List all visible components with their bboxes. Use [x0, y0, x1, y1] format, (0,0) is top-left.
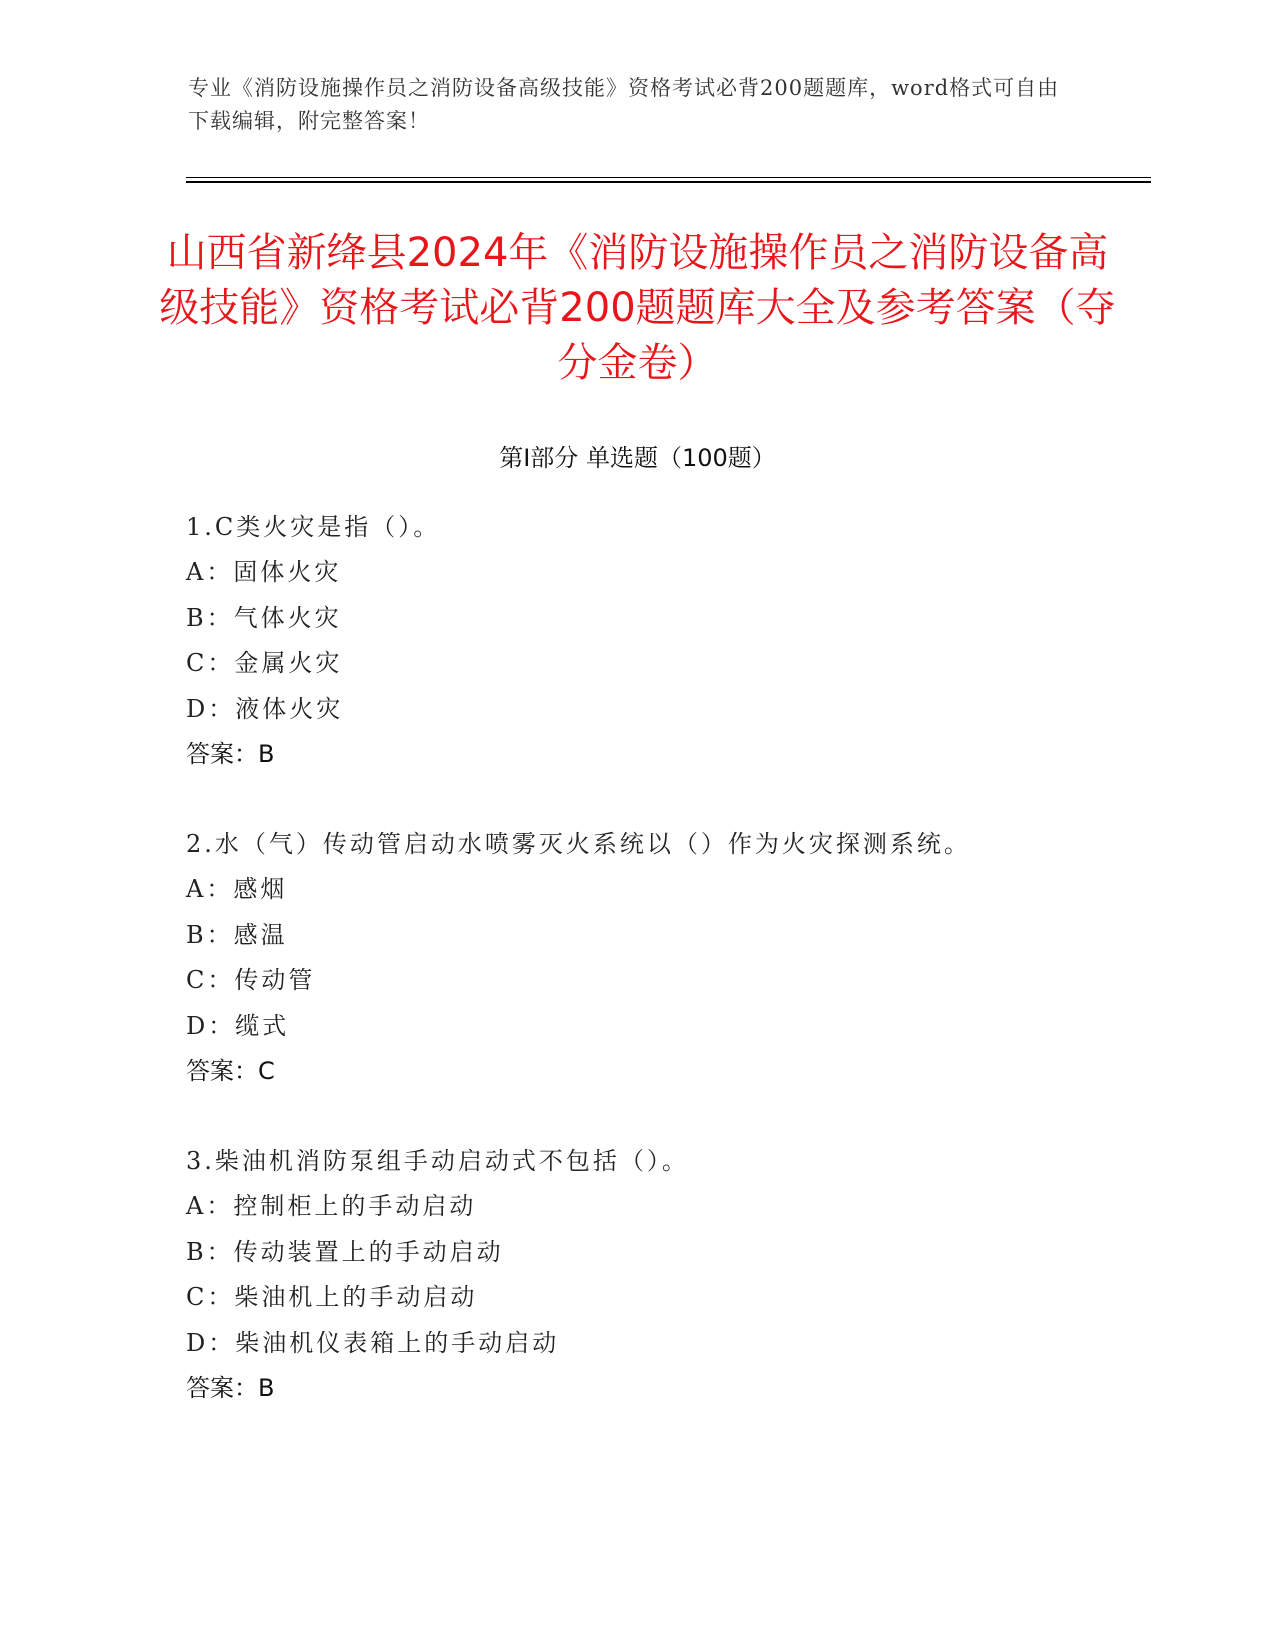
option-c: C：传动管 [186, 966, 316, 995]
option-b: B：气体火灾 [186, 603, 342, 632]
question-1 [186, 505, 1146, 777]
question-stem: 3.柴油机消防泵组手动启动式不包括（）。 [186, 1147, 689, 1175]
option-b: B：传动装置上的手动启动 [186, 1237, 504, 1266]
answer: 答案：C [186, 1056, 275, 1085]
option-a: A：固体火灾 [186, 558, 342, 587]
section-heading: 第Ⅰ部分 单选题（100题） [499, 444, 776, 472]
header-note: 专业《消防设施操作员之消防设备高级技能》资格考试必背200题题库，word格式可自由下载编辑，附完整答案！ [188, 76, 1060, 133]
option-a: A：感烟 [186, 875, 288, 904]
answer: 答案：B [186, 1373, 275, 1402]
question-2 [186, 822, 1146, 1094]
option-a: A：控制柜上的手动启动 [186, 1192, 477, 1221]
header-rule-thin [186, 177, 1151, 178]
answer: 答案：B [186, 739, 275, 768]
option-c: C：金属火灾 [186, 649, 343, 678]
question-stem: 2.水（气）传动管启动水喷雾灭火系统以（）作为火灾探测系统。 [186, 830, 971, 858]
option-c: C：柴油机上的手动启动 [186, 1283, 478, 1312]
document-title: 山西省新绛县2024年《消防设施操作员之消防设备高级技能》资格考试必背200题题库大全及参考答案（夺分金卷） [159, 230, 1116, 386]
header-rule-thick [186, 181, 1151, 183]
option-b: B：感温 [186, 920, 288, 949]
question-3 [186, 1139, 1146, 1411]
option-d: D：柴油机仪表箱上的手动启动 [186, 1328, 560, 1357]
question-stem: 1.C类火灾是指（）。 [186, 513, 441, 541]
option-d: D：缆式 [186, 1011, 290, 1040]
option-d: D：液体火灾 [186, 694, 344, 723]
